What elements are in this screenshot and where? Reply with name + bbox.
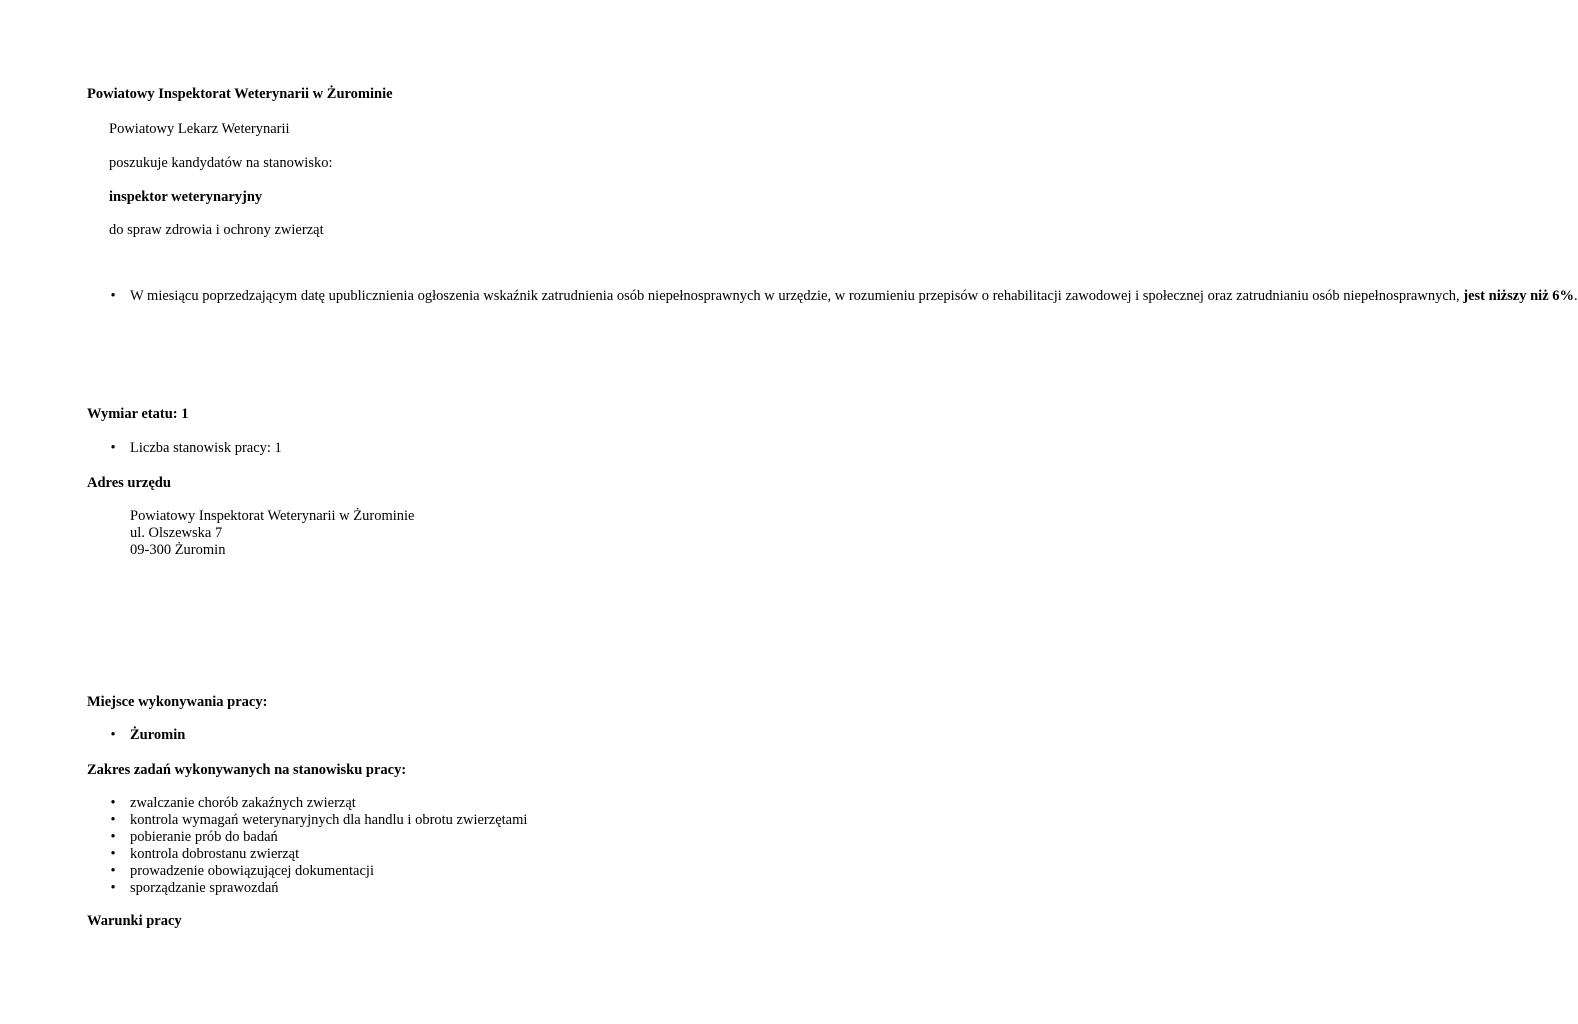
bullet-icon: • [110, 863, 116, 879]
workplace-location: Żuromin [130, 727, 186, 743]
address-heading: Adres urzędu [87, 475, 171, 491]
list-item [108, 795, 527, 812]
workplace-item [108, 727, 185, 744]
positions-list [108, 440, 282, 457]
tasks-heading: Zakres zadań wykonywanych na stanowisku pracy: [87, 762, 407, 778]
positions-count-text: Liczba stanowisk pracy: 1 [130, 440, 282, 456]
bullet-icon: • [110, 829, 116, 845]
list-item [108, 812, 527, 829]
task-text: prowadzenie obowiązującej dokumentacji [130, 863, 374, 879]
list-item [108, 880, 527, 897]
workplace-heading: Miejsce wykonywania pracy: [87, 694, 268, 710]
address-line-1: Powiatowy Inspektorat Weterynarii w Żurominie [130, 508, 415, 524]
institution-heading: Powiatowy Inspektorat Weterynarii w Żurominie [87, 86, 393, 102]
bullet-icon: • [110, 795, 116, 811]
employment-notice-text [130, 288, 1578, 305]
bullet-icon: • [110, 846, 116, 862]
work-conditions-heading: Warunki pracy [87, 913, 182, 929]
department-line: do spraw zdrowia i ochrony zwierząt [109, 222, 324, 238]
list-item [108, 846, 527, 863]
bullet-icon: • [110, 288, 116, 304]
task-text: zwalczanie chorób zakaźnych zwierząt [130, 795, 356, 811]
employer-line: Powiatowy Lekarz Weterynarii [109, 121, 290, 137]
task-text: sporządzanie sprawozdań [130, 880, 279, 896]
list-item [108, 829, 527, 846]
employment-notice-list [108, 288, 1578, 305]
bullet-icon: • [110, 727, 116, 743]
bullet-icon: • [110, 880, 116, 896]
seeking-line: poszukuje kandydatów na stanowisko: [109, 155, 333, 171]
bullet-icon: • [110, 812, 116, 828]
task-text: kontrola wymagań weterynaryjnych dla handlu i obrotu zwierzętami [130, 812, 528, 828]
workplace-list [108, 727, 185, 744]
employment-size-heading: Wymiar etatu: 1 [87, 406, 189, 422]
bullet-icon: • [110, 440, 116, 456]
notice-emphasis: jest niższy niż 6% [1463, 288, 1575, 304]
list-item [108, 863, 527, 880]
task-text: pobieranie prób do badań [130, 829, 278, 845]
notice-body: W miesiącu poprzedzającym datę upublicznienia ogłoszenia wskaźnik zatrudnienia osób niepełnosprawnych w urzędzie, w rozumieniu przepisów o rehabilitacji zawodowej i społecznej oraz zatrudnianiu osób niepełnosprawnych, [130, 288, 1464, 304]
positions-count-item [108, 440, 282, 457]
position-title: inspektor weterynaryjny [109, 189, 263, 205]
notice-end: . [1574, 288, 1578, 304]
task-text: kontrola dobrostanu zwierząt [130, 846, 300, 862]
employment-notice-item [108, 288, 1578, 305]
address-line-2: ul. Olszewska 7 [130, 525, 223, 541]
address-line-3: 09-300 Żuromin [130, 542, 226, 558]
tasks-list [108, 795, 527, 897]
